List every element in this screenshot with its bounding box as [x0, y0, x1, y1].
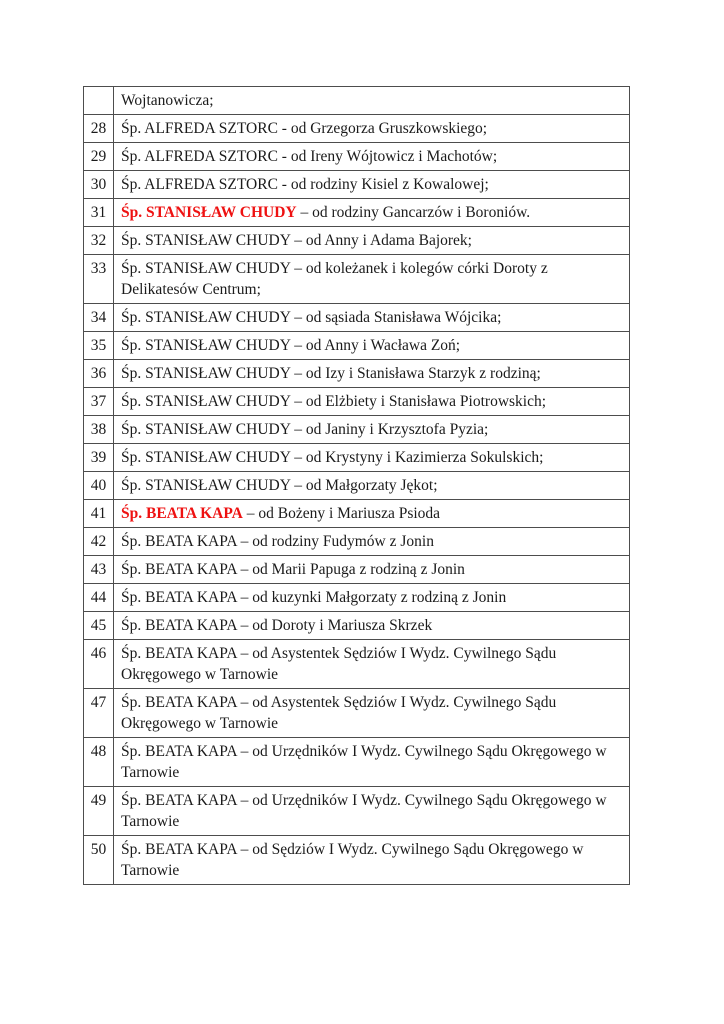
entry-text: Śp. BEATA KAPA – od Doroty i Mariusza Skrzek — [121, 617, 433, 634]
row-number: 33 — [84, 255, 114, 304]
memorial-table — [83, 86, 630, 885]
row-number: 48 — [84, 738, 114, 787]
table-row — [84, 556, 630, 584]
table-row — [84, 528, 630, 556]
table-row — [84, 388, 630, 416]
document-page — [83, 86, 630, 885]
row-number: 45 — [84, 612, 114, 640]
entry-text: Śp. STANISŁAW CHUDY – od Elżbiety i Stanisława Piotrowskich; — [121, 393, 547, 410]
table-body — [84, 87, 630, 885]
row-entry — [114, 304, 630, 332]
row-number: 35 — [84, 332, 114, 360]
table-row — [84, 360, 630, 388]
entry-text: Śp. BEATA KAPA – od kuzynki Małgorzaty z rodziną z Jonin — [121, 589, 507, 606]
entry-text: Śp. BEATA KAPA – od Asystentek Sędziów I Wydz. Cywilnego Sądu Okręgowego w Tarnowie — [121, 694, 557, 732]
row-number: 49 — [84, 787, 114, 836]
table-row — [84, 787, 630, 836]
row-entry — [114, 416, 630, 444]
row-number: 36 — [84, 360, 114, 388]
row-entry — [114, 171, 630, 199]
row-entry — [114, 472, 630, 500]
row-number: 44 — [84, 584, 114, 612]
entry-text: – od Bożeny i Mariusza Psioda — [242, 505, 441, 522]
entry-text: Śp. STANISŁAW CHUDY – od Małgorzaty Jękot; — [121, 477, 438, 494]
table-row — [84, 416, 630, 444]
row-entry — [114, 528, 630, 556]
row-entry — [114, 255, 630, 304]
deceased-name-highlight: Śp. BEATA KAPA — [121, 505, 243, 522]
row-number: 46 — [84, 640, 114, 689]
table-row — [84, 500, 630, 528]
row-number: 47 — [84, 689, 114, 738]
deceased-name-highlight: Śp. STANISŁAW CHUDY — [121, 204, 297, 221]
entry-text: Śp. STANISŁAW CHUDY – od Anny i Adama Bajorek; — [121, 232, 472, 249]
table-row — [84, 171, 630, 199]
row-number: 38 — [84, 416, 114, 444]
table-row — [84, 332, 630, 360]
table-row — [84, 143, 630, 171]
row-entry — [114, 143, 630, 171]
row-number: 40 — [84, 472, 114, 500]
table-row — [84, 304, 630, 332]
entry-text: Śp. STANISŁAW CHUDY – od Anny i Wacława Zoń; — [121, 337, 461, 354]
row-number: 41 — [84, 500, 114, 528]
table-row — [84, 255, 630, 304]
row-entry — [114, 360, 630, 388]
row-entry — [114, 444, 630, 472]
table-row — [84, 612, 630, 640]
table-row — [84, 584, 630, 612]
row-entry — [114, 227, 630, 255]
table-row — [84, 640, 630, 689]
row-entry — [114, 612, 630, 640]
entry-text: Śp. ALFREDA SZTORC - od Ireny Wójtowicz i Machotów; — [121, 148, 498, 165]
row-entry — [114, 738, 630, 787]
row-entry — [114, 689, 630, 738]
table-row — [84, 689, 630, 738]
row-number: 32 — [84, 227, 114, 255]
row-entry — [114, 556, 630, 584]
row-entry — [114, 87, 630, 115]
table-row — [84, 738, 630, 787]
row-number: 29 — [84, 143, 114, 171]
row-number: 42 — [84, 528, 114, 556]
table-row — [84, 199, 630, 227]
table-row — [84, 227, 630, 255]
entry-text: Śp. BEATA KAPA – od Urzędników I Wydz. Cywilnego Sądu Okręgowego w Tarnowie — [121, 743, 607, 781]
entry-text: Śp. BEATA KAPA – od rodziny Fudymów z Jonin — [121, 533, 434, 550]
row-number: 31 — [84, 199, 114, 227]
table-row — [84, 87, 630, 115]
table-row — [84, 444, 630, 472]
entry-text: Śp. ALFREDA SZTORC - od Grzegorza Gruszkowskiego; — [121, 120, 488, 137]
row-entry — [114, 836, 630, 885]
entry-text: Śp. ALFREDA SZTORC - od rodziny Kisiel z Kowalowej; — [121, 176, 489, 193]
row-entry — [114, 332, 630, 360]
row-number: 39 — [84, 444, 114, 472]
entry-text: Śp. BEATA KAPA – od Marii Papuga z rodziną z Jonin — [121, 561, 465, 578]
row-number: 37 — [84, 388, 114, 416]
row-number: 43 — [84, 556, 114, 584]
table-row — [84, 472, 630, 500]
row-number: 34 — [84, 304, 114, 332]
row-entry — [114, 584, 630, 612]
entry-text: Śp. BEATA KAPA – od Sędziów I Wydz. Cywilnego Sądu Okręgowego w Tarnowie — [121, 841, 584, 879]
row-number — [84, 87, 114, 115]
entry-text: Wojtanowicza; — [121, 92, 214, 109]
row-entry — [114, 787, 630, 836]
row-entry — [114, 500, 630, 528]
entry-text: Śp. STANISŁAW CHUDY – od koleżanek i kolegów córki Doroty z Delikatesów Centrum; — [121, 260, 548, 298]
table-row — [84, 115, 630, 143]
row-entry — [114, 388, 630, 416]
row-entry — [114, 640, 630, 689]
entry-text: Śp. STANISŁAW CHUDY – od Krystyny i Kazimierza Sokulskich; — [121, 449, 544, 466]
entry-text: Śp. BEATA KAPA – od Urzędników I Wydz. Cywilnego Sądu Okręgowego w Tarnowie — [121, 792, 607, 830]
row-number: 30 — [84, 171, 114, 199]
table-row — [84, 836, 630, 885]
entry-text: Śp. BEATA KAPA – od Asystentek Sędziów I Wydz. Cywilnego Sądu Okręgowego w Tarnowie — [121, 645, 557, 683]
entry-text: – od rodziny Gancarzów i Boroniów. — [296, 204, 531, 221]
row-number: 50 — [84, 836, 114, 885]
entry-text: Śp. STANISŁAW CHUDY – od Izy i Stanisława Starzyk z rodziną; — [121, 365, 541, 382]
entry-text: Śp. STANISŁAW CHUDY – od sąsiada Stanisława Wójcika; — [121, 309, 502, 326]
entry-text: Śp. STANISŁAW CHUDY – od Janiny i Krzysztofa Pyzia; — [121, 421, 489, 438]
row-entry — [114, 115, 630, 143]
row-number: 28 — [84, 115, 114, 143]
row-entry — [114, 199, 630, 227]
